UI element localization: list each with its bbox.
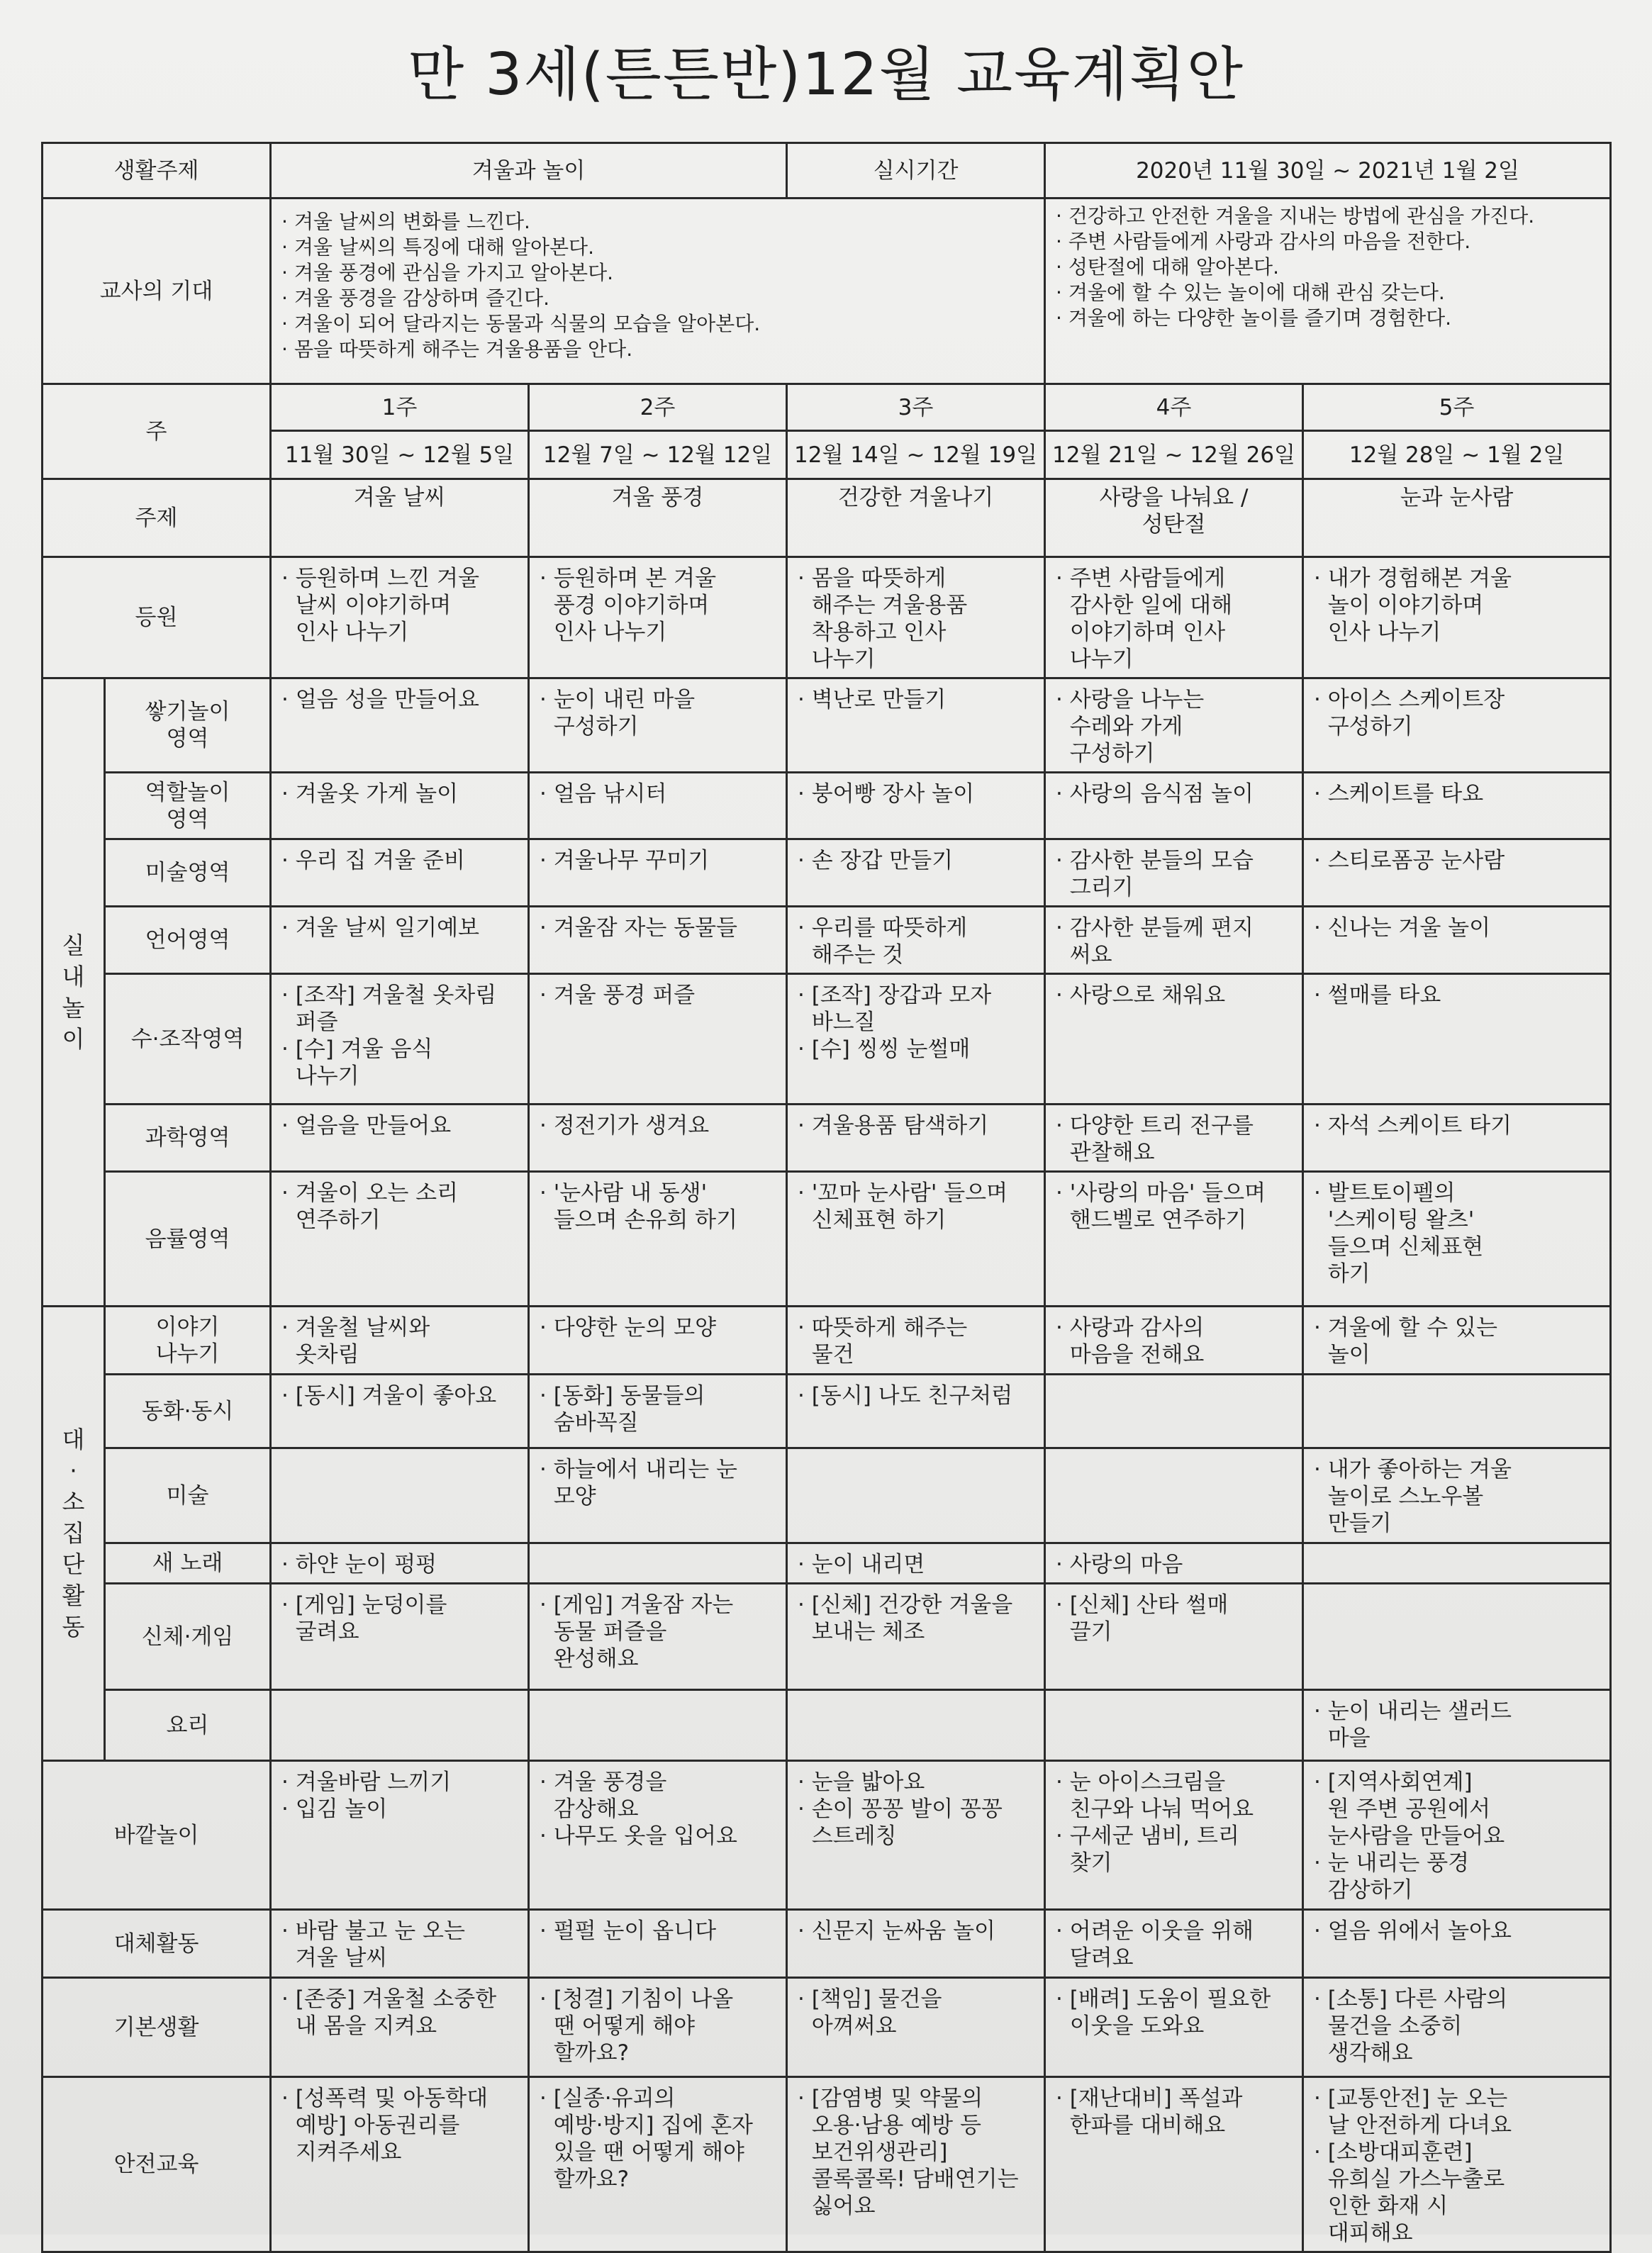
activity-cell: · 겨울이 오는 소리 연주하기 <box>271 1172 529 1307</box>
table-row <box>43 557 1611 678</box>
arrival-cell: · 등원하며 본 겨울 풍경 이야기하며 인사 나누기 <box>529 557 787 678</box>
table-row <box>43 431 1611 479</box>
indoor-play-label-text: 실내놀이 <box>62 931 85 1053</box>
arrival-cell: · 주변 사람들에게 감사한 일에 대해 이야기하며 인사 나누기 <box>1045 557 1303 678</box>
activity-cell: · 벽난로 만들기 <box>787 678 1045 773</box>
group-activity-label <box>43 1307 105 1761</box>
expectation-label: 교사의 기대 <box>43 199 271 384</box>
alternative-cell: · 신문지 눈싸움 놀이 <box>787 1910 1045 1978</box>
activity-cell: · 사랑의 마음 <box>1045 1543 1303 1584</box>
topic-cell: 겨울 날씨 <box>271 479 529 557</box>
basic-label: 기본생활 <box>43 1978 271 2077</box>
table-row <box>43 2077 1611 2252</box>
area-label: 미술영역 <box>105 839 271 907</box>
expectations-right: · 건강하고 안전한 겨울을 지내는 방법에 관심을 가진다. · 주변 사람들에게 사랑과 감사의 마음을 전한다. · 성탄절에 대해 알아본다. · 겨울에 할 수 있는 놀이에 대해 관심 갖는다. · 겨울에 하는 다양한 놀이를 즐기며 경험한다. <box>1045 199 1611 384</box>
area-label: 요리 <box>105 1690 271 1761</box>
table-row <box>43 678 1611 773</box>
area-label: 수·조작영역 <box>105 974 271 1105</box>
activity-cell: · '사랑의 마음' 들으며 핸드벨로 연주하기 <box>1045 1172 1303 1307</box>
alternative-cell: · 펄펄 눈이 옵니다 <box>529 1910 787 1978</box>
activity-cell: · 겨울 풍경 퍼즐 <box>529 974 787 1105</box>
basic-cell: · [청결] 기침이 나올 땐 어떻게 해야 할까요? <box>529 1978 787 2077</box>
education-plan-table <box>41 142 1612 2253</box>
activity-cell <box>271 1448 529 1543</box>
topic-cell: 눈과 눈사람 <box>1303 479 1611 557</box>
area-label: 역할놀이 영역 <box>105 773 271 839</box>
outdoor-cell: · [지역사회연계] 원 주변 공원에서 눈사람을 만들어요 · 눈 내리는 풍경 감상하기 <box>1303 1761 1611 1910</box>
activity-cell: · 사랑의 음식점 놀이 <box>1045 773 1303 839</box>
table-row <box>43 1375 1611 1448</box>
basic-cell: · [책임] 물건을 아껴써요 <box>787 1978 1045 2077</box>
activity-cell: · [게임] 눈덩이를 굴려요 <box>271 1584 529 1690</box>
week-dates: 12월 14일 ~ 12월 19일 <box>787 431 1045 479</box>
area-label: 신체·게임 <box>105 1584 271 1690</box>
week-label: 주 <box>43 384 271 479</box>
arrival-cell: · 내가 경험해본 겨울 놀이 이야기하며 인사 나누기 <box>1303 557 1611 678</box>
week-dates: 12월 28일 ~ 1월 2일 <box>1303 431 1611 479</box>
area-label: 동화·동시 <box>105 1375 271 1448</box>
activity-cell: · 겨울용품 탐색하기 <box>787 1105 1045 1172</box>
activity-cell: · 썰매를 타요 <box>1303 974 1611 1105</box>
alternative-cell: · 바람 불고 눈 오는 겨울 날씨 <box>271 1910 529 1978</box>
activity-cell: · 감사한 분들께 편지 써요 <box>1045 907 1303 974</box>
activity-cell: · [동시] 나도 친구처럼 <box>787 1375 1045 1448</box>
table-row <box>43 1172 1611 1307</box>
table-row <box>43 1584 1611 1690</box>
area-label: 이야기 나누기 <box>105 1307 271 1375</box>
activity-cell: · 우리를 따뜻하게 해주는 것 <box>787 907 1045 974</box>
table-row <box>43 1690 1611 1761</box>
activity-cell <box>1303 1543 1611 1584</box>
table-row <box>43 839 1611 907</box>
topic-cell: 겨울 풍경 <box>529 479 787 557</box>
activity-cell: · 우리 집 겨울 준비 <box>271 839 529 907</box>
safety-cell: · [감염병 및 약물의 오용·남용 예방 등 보건위생관리] 콜록콜록! 담배연기는 싫어요 <box>787 2077 1045 2252</box>
activity-cell: · [조작] 겨울철 옷차림 퍼즐 · [수] 겨울 음식 나누기 <box>271 974 529 1105</box>
activity-cell: · 얼음 낚시터 <box>529 773 787 839</box>
activity-cell <box>271 1690 529 1761</box>
activity-cell: · 아이스 스케이트장 구성하기 <box>1303 678 1611 773</box>
safety-cell: · [재난대비] 폭설과 한파를 대비해요 <box>1045 2077 1303 2252</box>
activity-cell: · 겨울나무 꾸미기 <box>529 839 787 907</box>
activity-cell: · 다양한 트리 전구를 관찰해요 <box>1045 1105 1303 1172</box>
table-row <box>43 1307 1611 1375</box>
activity-cell: · [조작] 장갑과 모자 바느질 · [수] 씽씽 눈썰매 <box>787 974 1045 1105</box>
area-label: 쌓기놀이 영역 <box>105 678 271 773</box>
period-value: 2020년 11월 30일 ~ 2021년 1월 2일 <box>1045 143 1611 199</box>
activity-cell: · 겨울철 날씨와 옷차림 <box>271 1307 529 1375</box>
activity-cell: · 스케이트를 타요 <box>1303 773 1611 839</box>
week-dates: 12월 7일 ~ 12월 12일 <box>529 431 787 479</box>
document-title: 만 3세(튼튼반)12월 교육계획안 <box>408 41 1244 108</box>
week-dates: 12월 21일 ~ 12월 26일 <box>1045 431 1303 479</box>
activity-cell: · 사랑과 감사의 마음을 전해요 <box>1045 1307 1303 1375</box>
activity-cell <box>1303 1375 1611 1448</box>
table-row <box>43 1105 1611 1172</box>
period-label: 실시기간 <box>787 143 1045 199</box>
activity-cell: · 하늘에서 내리는 눈 모양 <box>529 1448 787 1543</box>
area-label: 음률영역 <box>105 1172 271 1307</box>
week-header: 2주 <box>529 384 787 431</box>
table-row <box>43 199 1611 384</box>
activity-cell: · [게임] 겨울잠 자는 동물 퍼즐을 완성해요 <box>529 1584 787 1690</box>
table-row <box>43 1761 1611 1910</box>
activity-cell <box>1045 1375 1303 1448</box>
basic-cell: · [소통] 다른 사람의 물건을 소중히 생각해요 <box>1303 1978 1611 2077</box>
activity-cell: · 겨울옷 가게 놀이 <box>271 773 529 839</box>
outdoor-cell: · 겨울바람 느끼기 · 입김 놀이 <box>271 1761 529 1910</box>
arrival-cell: · 등원하며 느낀 겨울 날씨 이야기하며 인사 나누기 <box>271 557 529 678</box>
activity-cell: · 신나는 겨울 놀이 <box>1303 907 1611 974</box>
table-row <box>43 1543 1611 1584</box>
safety-cell: · [교통안전] 눈 오는 날 안전하게 다녀요 · [소방대피훈련] 유희실 가스누출로 인한 화재 시 대피해요 <box>1303 2077 1611 2252</box>
table-row <box>43 907 1611 974</box>
basic-cell: · [배려] 도움이 필요한 이웃을 도와요 <box>1045 1978 1303 2077</box>
area-label: 언어영역 <box>105 907 271 974</box>
table-row <box>43 384 1611 431</box>
life-theme-value: 겨울과 놀이 <box>271 143 787 199</box>
activity-cell: · 자석 스케이트 타기 <box>1303 1105 1611 1172</box>
activity-cell: · [신체] 산타 썰매 끌기 <box>1045 1584 1303 1690</box>
activity-cell: · 얼음을 만들어요 <box>271 1105 529 1172</box>
indoor-play-label <box>43 678 105 1307</box>
activity-cell <box>1045 1690 1303 1761</box>
activity-cell: · '꼬마 눈사람' 들으며 신체표현 하기 <box>787 1172 1045 1307</box>
week-header: 5주 <box>1303 384 1611 431</box>
activity-cell: · 눈이 내린 마을 구성하기 <box>529 678 787 773</box>
activity-cell <box>529 1690 787 1761</box>
table-row <box>43 1978 1611 2077</box>
safety-cell: · [실종·유괴의 예방·방지] 집에 혼자 있을 땐 어떻게 해야 할까요? <box>529 2077 787 2252</box>
week-header: 1주 <box>271 384 529 431</box>
table-row <box>43 143 1611 199</box>
week-header: 4주 <box>1045 384 1303 431</box>
arrival-label: 등원 <box>43 557 271 678</box>
table-row <box>43 773 1611 839</box>
activity-cell: · 눈이 내리는 샐러드 마을 <box>1303 1690 1611 1761</box>
activity-cell: · 하얀 눈이 펑펑 <box>271 1543 529 1584</box>
activity-cell: · 발트토이펠의 '스케이팅 왈츠' 들으며 신체표현 하기 <box>1303 1172 1611 1307</box>
table-row <box>43 479 1611 557</box>
activity-cell: · 겨울에 할 수 있는 놀이 <box>1303 1307 1611 1375</box>
area-label: 과학영역 <box>105 1105 271 1172</box>
activity-cell: · 스티로폼공 눈사람 <box>1303 839 1611 907</box>
activity-cell: · [신체] 건강한 겨울을 보내는 체조 <box>787 1584 1045 1690</box>
activity-cell: · 눈이 내리면 <box>787 1543 1045 1584</box>
activity-cell: · 내가 좋아하는 겨울 놀이로 스노우볼 만들기 <box>1303 1448 1611 1543</box>
alternative-cell: · 얼음 위에서 놀아요 <box>1303 1910 1611 1978</box>
outdoor-cell: · 눈 아이스크림을 친구와 나눠 먹어요 · 구세군 냄비, 트리 찾기 <box>1045 1761 1303 1910</box>
activity-cell: · 사랑을 나누는 수레와 가게 구성하기 <box>1045 678 1303 773</box>
activity-cell <box>787 1690 1045 1761</box>
activity-cell: · [동시] 겨울이 좋아요 <box>271 1375 529 1448</box>
outdoor-cell: · 눈을 밟아요 · 손이 꽁꽁 발이 꽁꽁 스트레칭 <box>787 1761 1045 1910</box>
arrival-cell: · 몸을 따뜻하게 해주는 겨울용품 착용하고 인사 나누기 <box>787 557 1045 678</box>
area-label: 새 노래 <box>105 1543 271 1584</box>
topic-label: 주제 <box>43 479 271 557</box>
basic-cell: · [존중] 겨울철 소중한 내 몸을 지켜요 <box>271 1978 529 2077</box>
alternative-cell: · 어려운 이웃을 위해 달려요 <box>1045 1910 1303 1978</box>
activity-cell: · 붕어빵 장사 놀이 <box>787 773 1045 839</box>
area-label: 미술 <box>105 1448 271 1543</box>
safety-label: 안전교육 <box>43 2077 271 2252</box>
week-header: 3주 <box>787 384 1045 431</box>
activity-cell <box>787 1448 1045 1543</box>
activity-cell <box>1045 1448 1303 1543</box>
topic-cell: 건강한 겨울나기 <box>787 479 1045 557</box>
activity-cell <box>1303 1584 1611 1690</box>
activity-cell: · 겨울잠 자는 동물들 <box>529 907 787 974</box>
activity-cell: · 겨울 날씨 일기예보 <box>271 907 529 974</box>
safety-cell: · [성폭력 및 아동학대 예방] 아동권리를 지켜주세요 <box>271 2077 529 2252</box>
activity-cell: · 손 장갑 만들기 <box>787 839 1045 907</box>
activity-cell: · 사랑으로 채워요 <box>1045 974 1303 1105</box>
group-activity-label-text: 대·소집단활동 <box>62 1426 85 1640</box>
activity-cell: · 정전기가 생겨요 <box>529 1105 787 1172</box>
activity-cell: · 얼음 성을 만들어요 <box>271 678 529 773</box>
activity-cell: · 다양한 눈의 모양 <box>529 1307 787 1375</box>
activity-cell: · 감사한 분들의 모습 그리기 <box>1045 839 1303 907</box>
outdoor-label: 바깥놀이 <box>43 1761 271 1910</box>
table-row <box>43 1448 1611 1543</box>
activity-cell: · '눈사람 내 동생' 들으며 손유희 하기 <box>529 1172 787 1307</box>
activity-cell: · 따뜻하게 해주는 물건 <box>787 1307 1045 1375</box>
table-row <box>43 974 1611 1105</box>
week-dates: 11월 30일 ~ 12월 5일 <box>271 431 529 479</box>
table-row <box>43 1910 1611 1978</box>
life-theme-label: 생활주제 <box>43 143 271 199</box>
expectations-left: · 겨울 날씨의 변화를 느낀다. · 겨울 날씨의 특징에 대해 알아본다. · 겨울 풍경에 관심을 가지고 알아본다. · 겨울 풍경을 감상하며 즐긴다. · 겨울이 되어 달라지는 동물과 식물의 모습을 알아본다. · 몸을 따뜻하게 해주는 겨울용품을 안다. <box>271 199 1045 384</box>
activity-cell: · [동화] 동물들의 숨바꼭질 <box>529 1375 787 1448</box>
activity-cell <box>529 1543 787 1584</box>
alternative-label: 대체활동 <box>43 1910 271 1978</box>
topic-cell: 사랑을 나눠요 / 성탄절 <box>1045 479 1303 557</box>
outdoor-cell: · 겨울 풍경을 감상해요 · 나무도 옷을 입어요 <box>529 1761 787 1910</box>
